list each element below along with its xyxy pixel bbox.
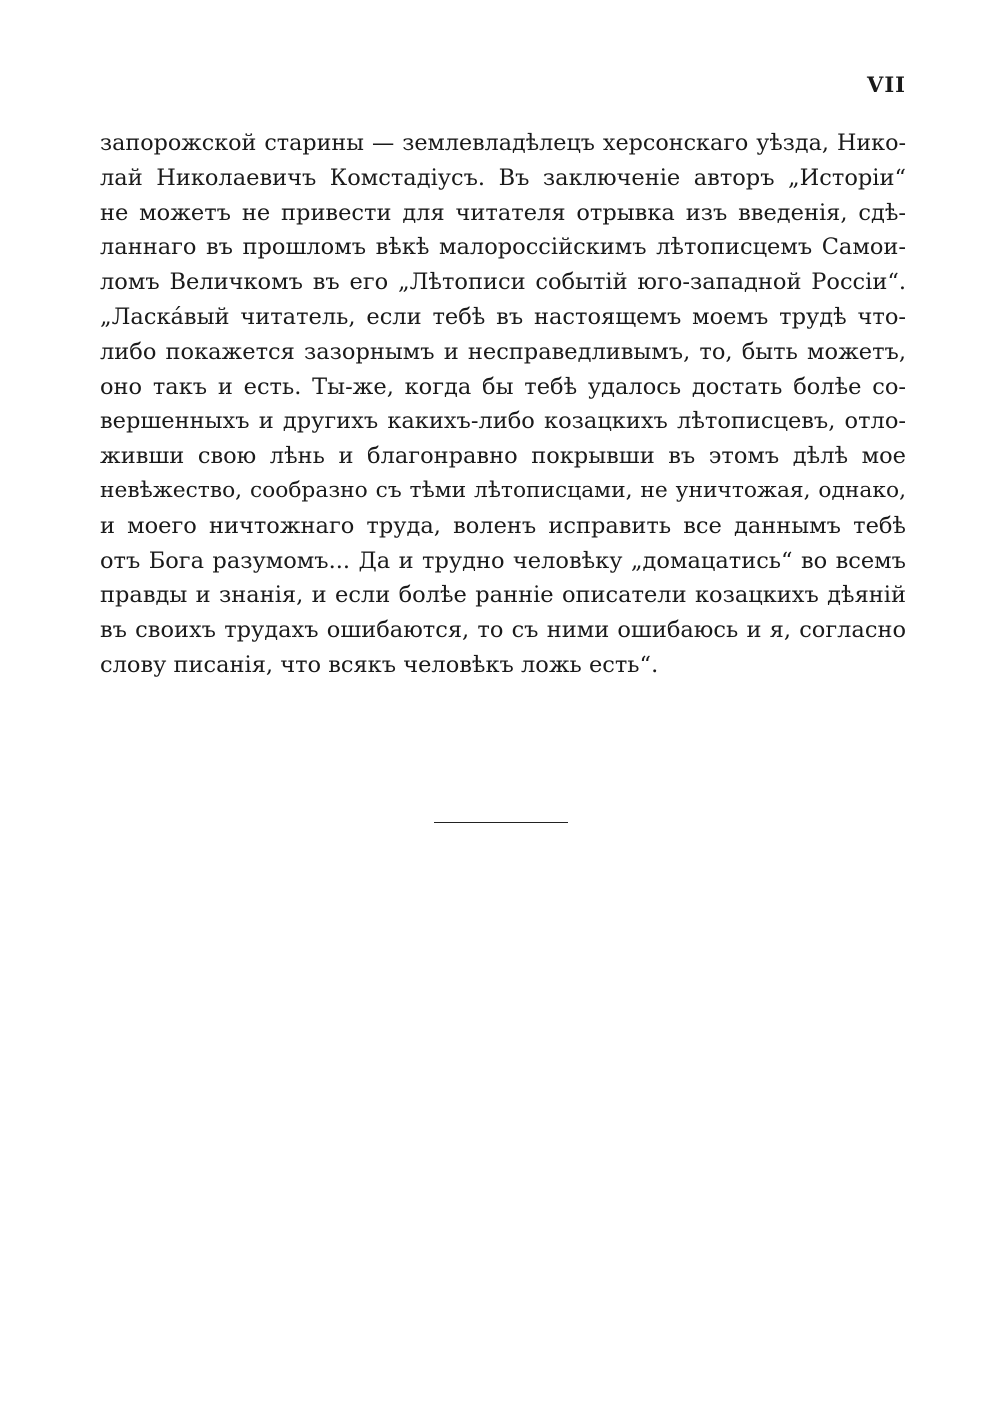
text-line: ланнаго въ прошломъ вѣкѣ малороссійскимъ лѣтописцемъ Самои-: [100, 234, 906, 261]
text-line: запорожской старины — землевладѣлецъ херсонскаго уѣзда, Нико-: [100, 130, 906, 156]
text-line: правды и знанія, и если болѣе ранніе описатели козацкихъ дѣяній: [100, 582, 906, 609]
text-line: слову писанія, что всякъ человѣкъ ложь есть“.: [100, 651, 659, 678]
text-line: оно такъ и есть. Ты-же, когда бы тебѣ удалось достать болѣе со-: [100, 373, 906, 400]
page-number: VII: [867, 72, 906, 97]
text-line: „Ласкáвый читатель, если тебѣ въ настоящемъ моемъ трудѣ что-: [100, 303, 906, 330]
text-line: не можетъ не привести для читателя отрывка изъ введенія, сдѣ-: [100, 199, 906, 226]
text-line: живши свою лѣнь и благонравно покрывши въ этомъ дѣлѣ мое: [100, 443, 906, 470]
section-divider: [434, 822, 568, 823]
text-line: отъ Бога разумомъ... Да и трудно человѣку „домацатись“ во всемъ: [100, 547, 906, 574]
text-line: лай Николаевичъ Комстадіусъ. Въ заключеніе авторъ „Исторіи“: [100, 164, 906, 191]
text-line: и моего ничтожнаго труда, воленъ исправить все даннымъ тебѣ: [100, 512, 906, 539]
text-line: вершенныхъ и другихъ какихъ-либо козацкихъ лѣтописцевъ, отло-: [100, 408, 906, 435]
body-text: [100, 126, 906, 683]
text-line: въ своихъ трудахъ ошибаются, то съ ними ошибаюсь и я, согласно: [100, 617, 906, 644]
text-line: невѣжество, сообразно съ тѣми лѣтописцами, не уничтожая, однако,: [100, 477, 906, 503]
text-line: либо покажется зазорнымъ и несправедливымъ, то, быть можетъ,: [100, 338, 906, 365]
text-line: ломъ Величкомъ въ его „Лѣтописи событій юго-западной Россіи“.: [100, 269, 906, 296]
